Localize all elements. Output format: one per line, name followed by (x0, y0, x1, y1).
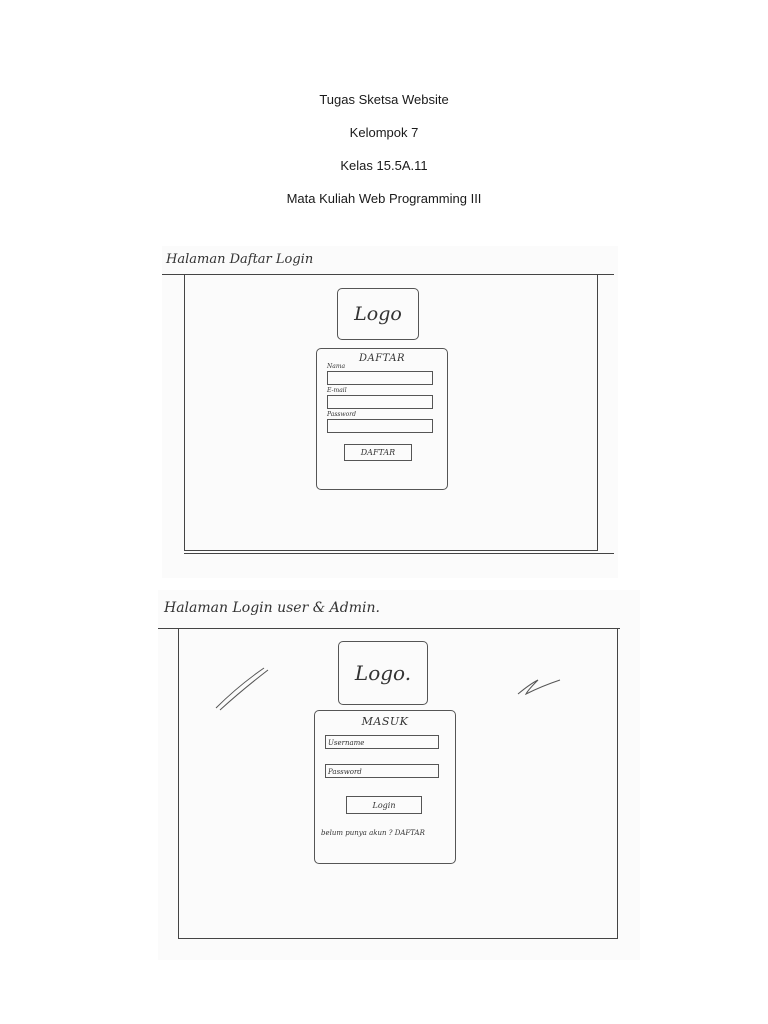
document-header (0, 92, 768, 224)
group-name: Kelompok 7 (349, 125, 419, 140)
bottom-divider (184, 553, 614, 554)
password-field[interactable] (327, 419, 433, 433)
login-page-sketch (158, 590, 640, 960)
login-form-title: MASUK (361, 715, 409, 728)
register-form (316, 348, 448, 490)
login-page-title: Halaman Login user & Admin. (164, 600, 380, 616)
class-name: Kelas 15.5A.11 (340, 158, 428, 173)
login-form (314, 710, 456, 864)
register-page-sketch (162, 246, 618, 578)
password-input[interactable]: Password (325, 764, 439, 778)
name-label: Nama (327, 363, 346, 370)
password-label: Password (327, 411, 356, 418)
course-name: Mata Kuliah Web Programming III (286, 191, 482, 206)
scribble-right-icon (508, 666, 568, 706)
register-page-title: Halaman Daftar Login (166, 252, 314, 267)
username-input[interactable]: Username (325, 735, 439, 749)
register-form-title: DAFTAR (358, 353, 406, 364)
assignment-title: Tugas Sketsa Website (319, 92, 449, 107)
logo-box: Logo (337, 288, 419, 340)
register-link[interactable]: belum punya akun ? DAFTAR (321, 829, 425, 837)
name-field[interactable] (327, 371, 433, 385)
email-label: E-mail (327, 387, 347, 394)
email-field[interactable] (327, 395, 433, 409)
register-button[interactable]: DAFTAR (344, 444, 412, 461)
login-button[interactable]: Login (346, 796, 422, 814)
logo-box: Logo. (338, 641, 428, 705)
scribble-left-icon (208, 660, 278, 720)
